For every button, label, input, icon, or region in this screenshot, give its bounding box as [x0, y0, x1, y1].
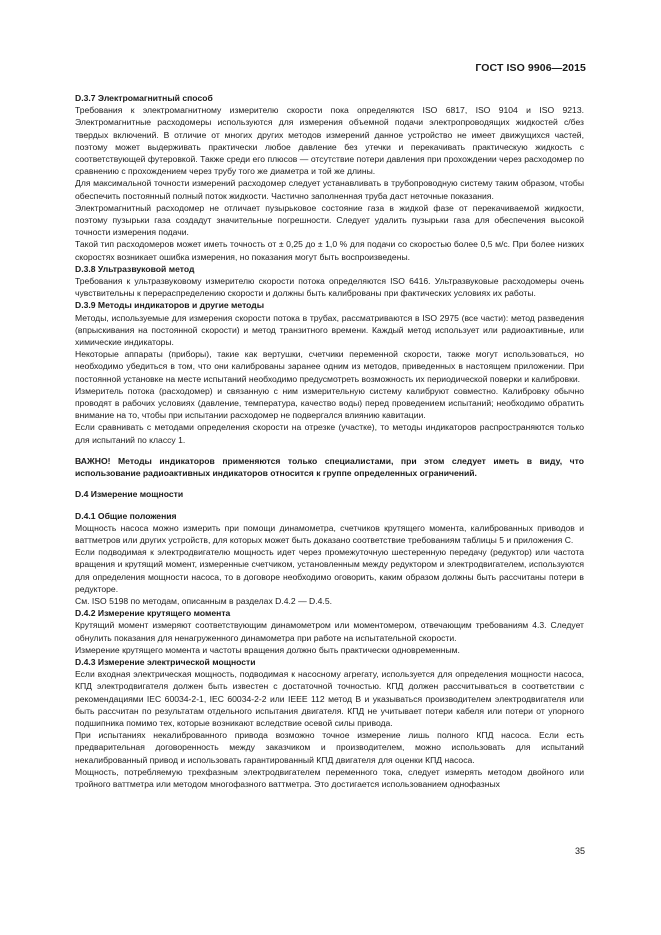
paragraph: При испытаниях некалиброванного привода возможно точное измерение лишь полного КПД насоса. Если есть предварительная договоренность между заказчиком и производителем, можно использовать для испытаний некалиброванный привод и использовать гарантированный КПД двигателя для оценки КПД насоса. — [75, 730, 584, 765]
paragraph: Если входная электрическая мощность, подводимая к насосному агрегату, используется для определения мощности насоса, КПД электродвигателя должен быть известен с достаточной точностью. КПД должен рассчитываться в соответствии с рекомендациями IEC 60034-2-1, IEC 60034-2-2 или IEEE 112 метод В и указываться производителем электродвигателя или быть рассчитан по результатам отдельного испытания двигателя. КПД не учитывает потери кабеля или потери от упорного подшипника помимо тех, которые возникают вследствие осевой силы привода. — [75, 669, 584, 728]
paragraph: Если сравнивать с методами определения скорости на отрезке (участке), то методы индикаторов распространяются только для испытаний по классу 1. — [75, 422, 584, 445]
section-d39-title: D.3.9 Методы индикаторов и другие методы — [75, 300, 265, 311]
section-d42-title: D.4.2 Измерение крутящего момента — [75, 608, 231, 619]
paragraph: Крутящий момент измеряют соответствующим динамометром или моментомером, отвечающим требованиям 4.3. Следует обнулить показания для ненагруженного динамометра при работе на испытательной скорости. — [75, 620, 584, 643]
paragraph: Методы, используемые для измерения скорости потока в трубах, рассматриваются в ISO 2975 (все части): метод разведения (впрыскивания на постоянной скорости) и метод транзитного времени. Каждый метод использует или радиоактивные, или химические индикаторы. — [75, 312, 584, 348]
paragraph: Для максимальной точности измерений расходомер следует устанавливать в трубопроводную систему таким образом, чтобы обеспечить постоянный полный поток жидкости. Частично заполненная труба даст неточные показания. — [75, 178, 584, 201]
warning-note: ВАЖНО! Методы индикаторов применяются только специалистами, при этом следует иметь в виду, что использование радиоактивных индикаторов относится к группе определенных ограничений. — [75, 455, 584, 479]
section-d41-title: D.4.1 Общие положения — [75, 510, 177, 521]
section-d37-title: D.3.7 Электромагнитный способ — [75, 93, 213, 103]
paragraph: Такой тип расходомеров может иметь точность от ± 0,25 до ± 1,0 % для подачи со скоростью более 0,5 м/с. При более низких скоростях возникает ошибка измерения, но показания могут быть воспроизведены. — [75, 239, 584, 262]
paragraph: См. ISO 5198 по методам, описанным в разделах D.4.2 — D.4.5. — [75, 595, 332, 606]
paragraph: Мощность, потребляемую трехфазным электродвигателем переменного тока, следует измерять методом двойного или тройного ваттметра или методом многофазного ваттметра. Это достигается использованием однофазных — [75, 766, 584, 789]
page-number: 35 — [574, 846, 585, 856]
paragraph: Требования к ультразвуковому измерителю скорости потока определяются ISO 6416. Ультразвуковые расходомеры очень чувствительны к перераспределению скорости и должны быть калиброваны при фактических условиях их работы. — [75, 276, 584, 299]
paragraph: Если подводимая к электродвигателю мощность идет через промежуточную шестеренную передачу (редуктор) или частота вращения и крутящий момент, измеренные счетчиком, установленным между редуктором и электродвигателем, используются для определения мощности насоса, то в договоре необходимо оговорить, каким образом должны быть рассчитаны потери в редукторе. — [75, 547, 584, 594]
paragraph: Требования к электромагнитному измерителю скорости пока определяются ISO 6817, ISO 9104 и ISO 9213. Электромагнитные расходомеры используются для измерения объемной подачи электропроводящих жидкостей с/без твердых включений. В отличие от многих других методов измерений данное устройство не имеет движущихся частей, поэтому может выдерживать практически любое давление без утечки и перекачивать практическую жидкость с соответствующей футеровкой. Также среди его плюсов — отсутствие потери давления при прохождении через расходомер по сравнению с прохождением через трубу того же диаметра и той же длины. — [75, 105, 584, 177]
document-code: ГОСТ ISO 9906—2015 — [475, 62, 586, 74]
paragraph: Некоторые аппараты (приборы), такие как вертушки, счетчики переменной скорости, также могут использоваться, но необходимо убедиться в том, что они калиброваны заранее одним из методов, приведенных в настоящем приложении. При постоянной установке на месте испытаний необходимо предусмотреть возможность их периодической поверки и калибровки. — [75, 349, 584, 384]
paragraph: Мощность насоса можно измерить при помощи динамометра, счетчиков крутящего момента, калиброванных приводов и ваттметров или других устройств, для которых может быть доказано соответствие требованиям таблицы 5 и приложения С. — [75, 522, 584, 545]
paragraph: Измеритель потока (расходомер) и связанную с ним измерительную систему калибруют совместно. Калибровку обычно проводят в рабочих условиях (давление, температура, качество воды) перед проведением испытаний; необходимо обратить внимание на то, чтобы при испытании расходомер не подвергался влиянию кавитации. — [75, 385, 584, 421]
document-body — [75, 92, 584, 790]
paragraph: Измерение крутящего момента и частоты вращения должно быть практически одновременным. — [75, 644, 460, 655]
section-d43-title: D.4.3 Измерение электрической мощности — [75, 656, 256, 667]
paragraph: Электромагнитный расходомер не отличает пузырьковое состояние газа в жидкой фазе от перекачиваемой жидкости, поэтому пузырьки газа создадут значительные погрешности. Следует удалить пузырьки газа для обеспечения высокой точности измерения подачи. — [75, 202, 584, 238]
section-d38-title: D.3.8 Ультразвуковой метод — [75, 263, 195, 274]
section-d4-title: D.4 Измерение мощности — [75, 489, 184, 500]
